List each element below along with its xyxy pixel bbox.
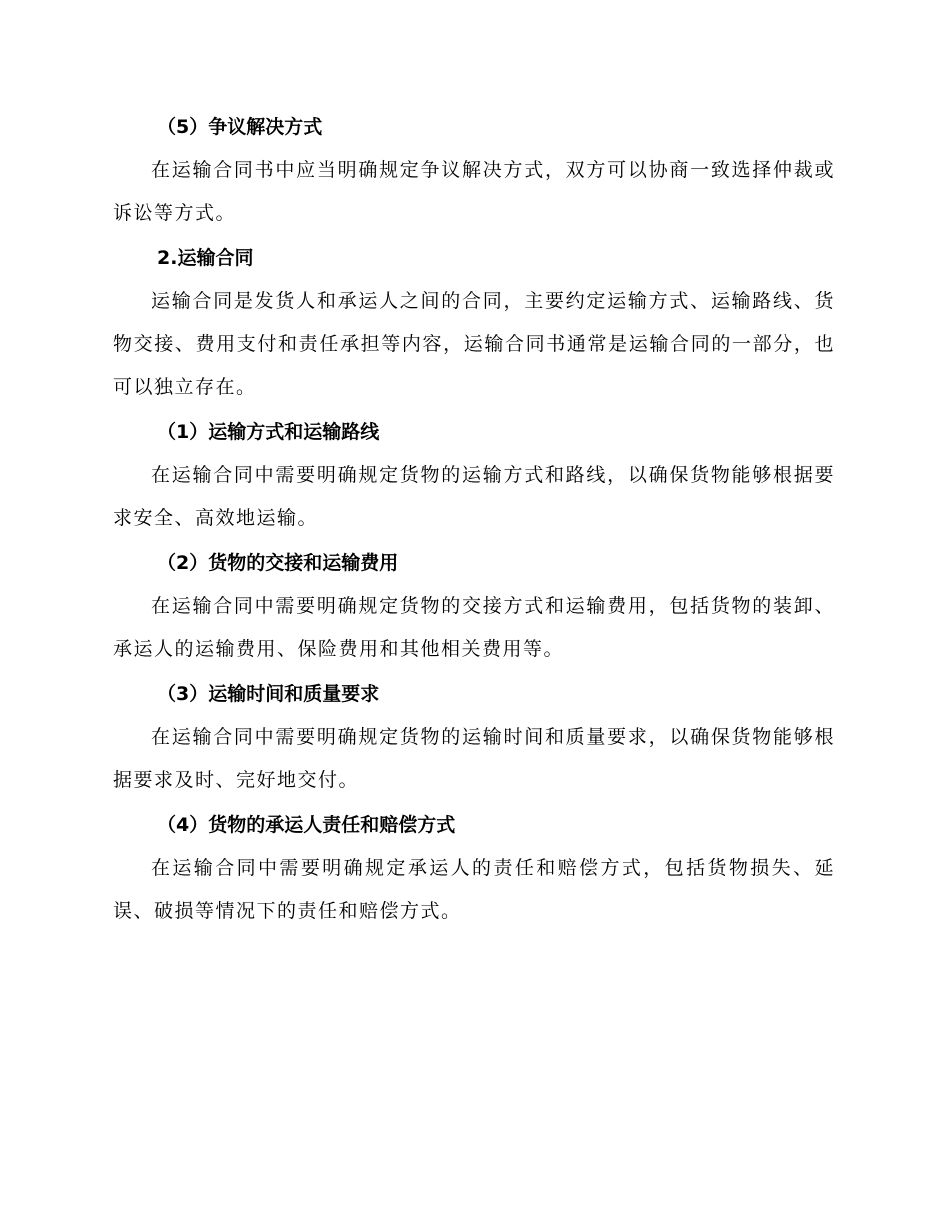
section-heading-handover-fees: （2）货物的交接和运输费用 (157, 552, 399, 574)
paragraph-dispute-resolution: 在运输合同书中应当明确规定争议解决方式，双方可以协商一致选择仲裁或诉讼等方式。 (113, 159, 835, 224)
section-heading-time-quality: （3）运输时间和质量要求 (157, 683, 380, 705)
document-body (113, 106, 835, 935)
paragraph-carrier-liability: 在运输合同中需要明确规定承运人的责任和赔偿方式，包括货物损失、延误、破损等情况下的责任和赔偿方式。 (113, 857, 835, 922)
paragraph-transport-mode-route: 在运输合同中需要明确规定货物的运输方式和路线，以确保货物能够根据要求安全、高效地运输。 (113, 464, 835, 529)
paragraph-time-quality: 在运输合同中需要明确规定货物的运输时间和质量要求，以确保货物能够根据要求及时、完好地交付。 (113, 726, 835, 791)
section-heading-transport-contract: 2.运输合同 (157, 247, 254, 269)
section-heading-transport-mode-route: （1）运输方式和运输路线 (157, 421, 380, 443)
section-heading-carrier-liability: （4）货物的承运人责任和赔偿方式 (157, 814, 456, 836)
paragraph-handover-fees: 在运输合同中需要明确规定货物的交接方式和运输费用，包括货物的装卸、承运人的运输费用、保险费用和其他相关费用等。 (113, 595, 835, 660)
paragraph-transport-contract: 运输合同是发货人和承运人之间的合同，主要约定运输方式、运输路线、货物交接、费用支付和责任承担等内容，运输合同书通常是运输合同的一部分，也可以独立存在。 (113, 290, 835, 398)
section-heading-dispute-resolution: （5）争议解决方式 (157, 116, 323, 138)
